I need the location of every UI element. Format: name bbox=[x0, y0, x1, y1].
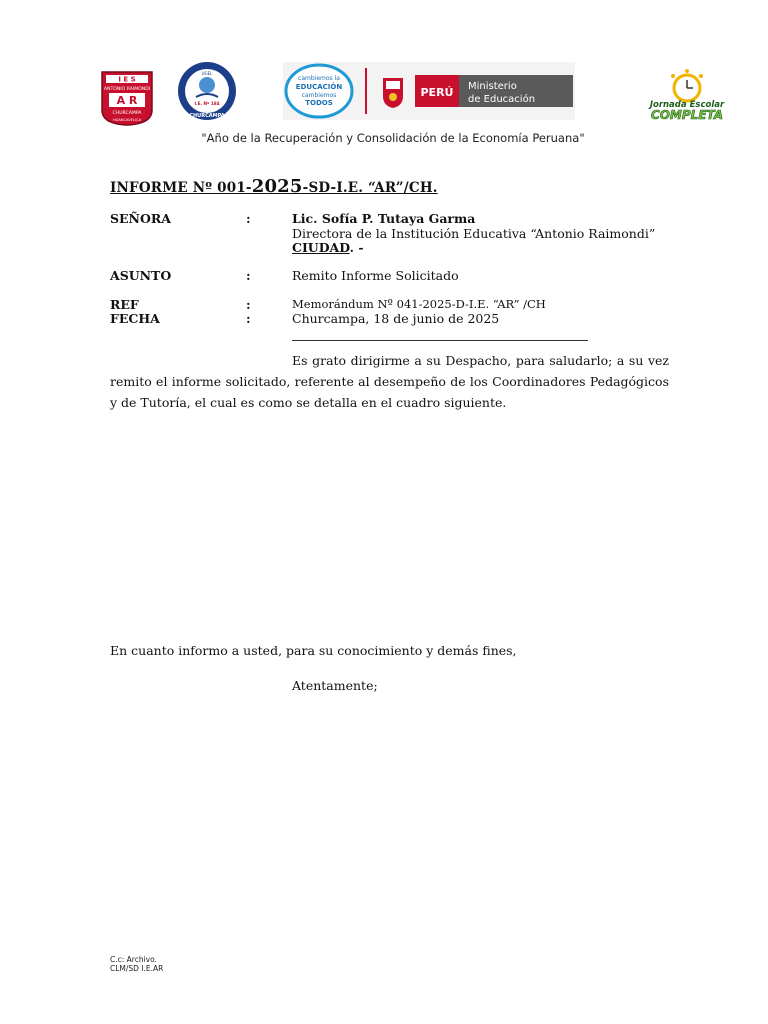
title-prefix: INFORME Nº 001- bbox=[110, 180, 252, 196]
minedu-logo bbox=[283, 62, 575, 120]
fecha-colon: : bbox=[246, 311, 251, 326]
separator-line bbox=[292, 340, 588, 341]
senora-city: CIUDAD bbox=[292, 240, 350, 255]
minedu-ministry-2: de Educación bbox=[468, 94, 536, 105]
body-paragraph-text: Es grato dirigirme a su Despacho, para saludarlo; a su vez remito el informe solicitado, referente al desempeño de los Coordinadores Pedagógicos y de Tutoría, el cual es como se detalla en el cuadro siguiente. bbox=[110, 353, 669, 410]
senora-city-suffix: . - bbox=[349, 240, 364, 255]
document-title bbox=[110, 176, 438, 197]
school-logo-middle: ANTONIO RAIMONDI bbox=[103, 87, 151, 92]
ref-value: Memorándum Nº 041-2025-D-I.E. “AR” /CH bbox=[292, 297, 546, 311]
senora-label: SEÑORA bbox=[110, 211, 171, 226]
jec-line-1: Jornada Escolar bbox=[649, 100, 725, 110]
ref-label: REF bbox=[110, 297, 139, 312]
senora-name: Lic. Sofía P. Tutaya Garma bbox=[292, 211, 476, 226]
fecha-label: FECHA bbox=[110, 311, 160, 326]
jec-logo bbox=[640, 66, 734, 122]
ref-colon: : bbox=[246, 297, 251, 312]
school-logo-initials: A R bbox=[116, 94, 138, 107]
minedu-slogan-3: cambiemos bbox=[301, 92, 337, 99]
school-logo-bottom: CHURCAMPA bbox=[112, 111, 142, 116]
title-year: 2025 bbox=[251, 176, 303, 197]
footer-line-2: CLM/SD I.E.AR bbox=[110, 964, 164, 973]
ugel-logo-sub: I.E. Nº 184 bbox=[194, 101, 220, 106]
minedu-slogan-2: EDUCACIÓN bbox=[295, 83, 343, 91]
minedu-slogan-1: cambiemos la bbox=[298, 75, 340, 82]
minedu-country: PERÚ bbox=[420, 86, 454, 99]
asunto-colon: : bbox=[246, 268, 251, 283]
peru-coat-of-arms-icon bbox=[383, 78, 403, 108]
ugel-logo-bottom: CHURCAMPA bbox=[189, 113, 225, 119]
body-paragraph bbox=[110, 350, 669, 413]
jec-line-2: COMPLETA bbox=[650, 108, 724, 122]
school-logo-footer: HUANCAVELICA bbox=[113, 118, 141, 122]
header-motto: "Año de la Recuperación y Consolidación de la Economía Peruana" bbox=[201, 131, 585, 145]
school-logo bbox=[100, 70, 154, 126]
school-logo-top: I E S bbox=[118, 75, 136, 84]
fecha-value: Churcampa, 18 de junio de 2025 bbox=[292, 311, 500, 326]
title-suffix: -SD-I.E. “AR”/CH. bbox=[302, 180, 438, 196]
minedu-slogan-4: TODOS bbox=[305, 99, 333, 107]
ugel-logo-text: UGEL bbox=[201, 71, 213, 76]
minedu-ministry-1: Ministerio bbox=[468, 81, 517, 92]
closing-text: En cuanto informo a usted, para su conocimiento y demás fines, bbox=[110, 643, 517, 658]
senora-city-line bbox=[292, 240, 364, 255]
senora-role: Directora de la Institución Educativa “Antonio Raimondi” bbox=[292, 226, 656, 241]
clock-icon bbox=[671, 69, 703, 101]
asunto-value: Remito Informe Solicitado bbox=[292, 268, 459, 283]
ugel-logo bbox=[174, 61, 240, 121]
footer-line-1: C.c: Archivo. bbox=[110, 955, 157, 964]
senora-colon: : bbox=[246, 211, 251, 226]
asunto-label: ASUNTO bbox=[110, 268, 172, 283]
farewell-text: Atentamente; bbox=[292, 678, 378, 693]
